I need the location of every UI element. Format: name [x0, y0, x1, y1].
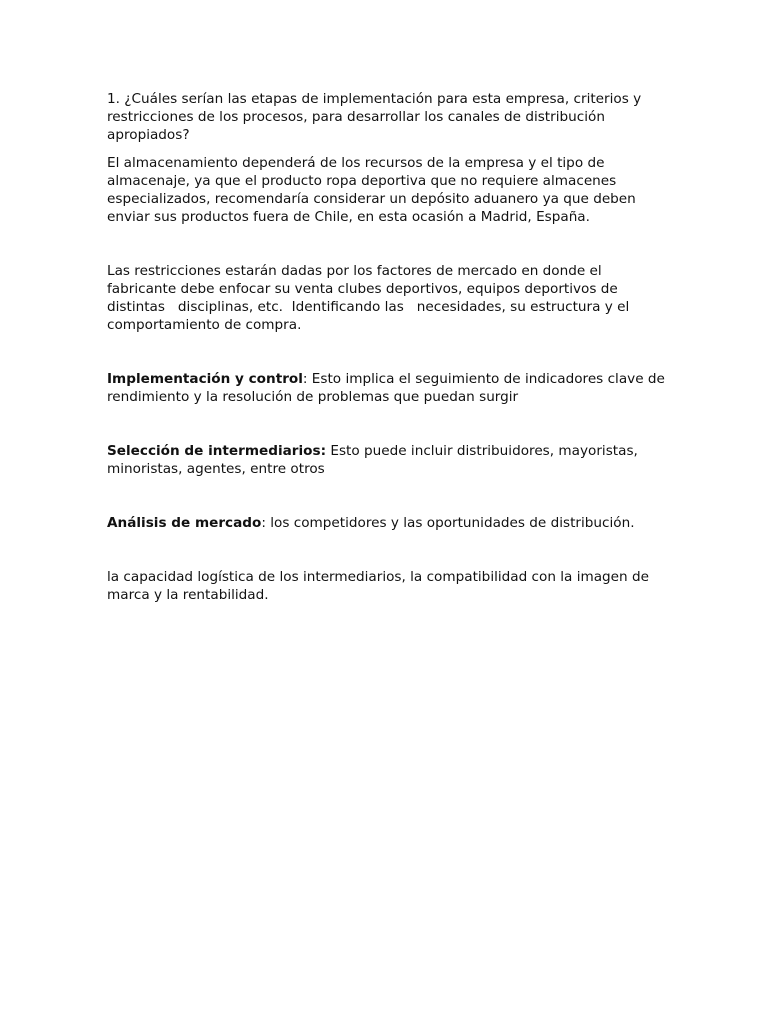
- text-seleccion: Esto puede incluir distribuidores, mayoristas, minoristas, agentes, entre otros: [107, 443, 643, 477]
- spacer: [107, 334, 667, 370]
- document-body: [107, 90, 670, 604]
- text-analisis: : los competidores y las oportunidades de distribución.: [261, 515, 635, 531]
- term-implementacion: Implementación y control: [107, 371, 303, 387]
- paragraph-restricciones: Las restricciones estarán dadas por los factores de mercado en donde el fabricante debe enfocar su venta clubes deportivos, equipos deportivos de distintas disciplinas, etc. Identificando las necesidades, su estructura y el comportamiento de compra.: [107, 263, 634, 333]
- spacer: [107, 532, 667, 568]
- paragraph-analisis: [107, 514, 667, 532]
- term-seleccion: Selección de intermediarios:: [107, 443, 327, 459]
- text-implementacion: : Esto implica el seguimiento de indicadores clave de rendimiento y la resolución de problemas que puedan surgir: [107, 371, 670, 405]
- paragraph-implementacion: [107, 370, 670, 406]
- term-analisis: Análisis de mercado: [107, 515, 262, 531]
- question-1: 1. ¿Cuáles serían las etapas de implementación para esta empresa, criterios y restricciones de los procesos, para desarrollar los canales de distribución apropiados?: [107, 91, 646, 143]
- spacer: [107, 406, 667, 442]
- paragraph-seleccion: [107, 442, 667, 478]
- paragraph-almacenamiento: El almacenamiento dependerá de los recursos de la empresa y el tipo de almacenaje, ya que el producto ropa deportiva que no requiere almacenes especializados, recomendaría considerar un depósito aduanero ya que deben enviar sus productos fuera de Chile, en esta ocasión a Madrid, España.: [107, 155, 641, 225]
- spacer: [107, 478, 667, 514]
- spacer: [107, 226, 667, 262]
- paragraph-capacidad: la capacidad logística de los intermediarios, la compatibilidad con la imagen de marca y la rentabilidad.: [107, 569, 654, 603]
